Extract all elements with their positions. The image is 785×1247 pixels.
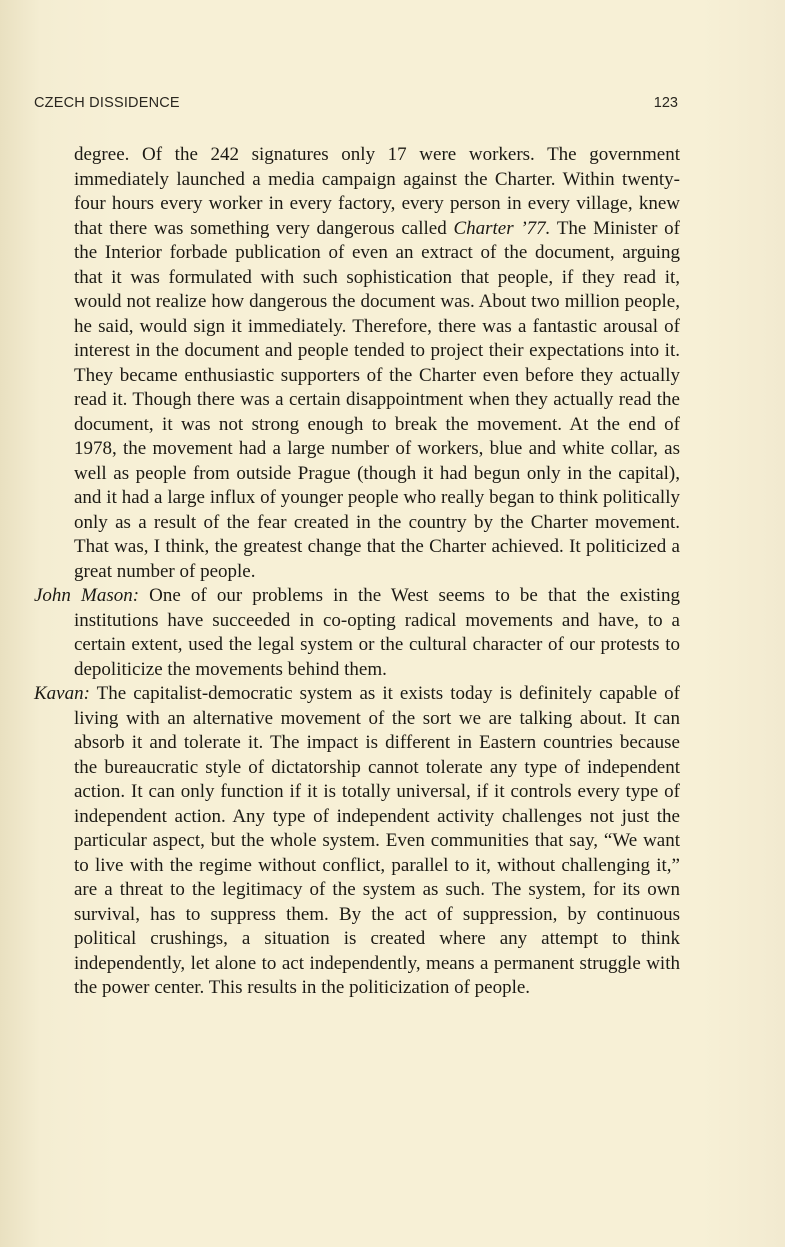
paragraph-text: One of our problems in the West seems to be that the existing institutions have succeeded in co-opting radical movements and have, to a certain extent, used the legal system or the cultural character of our protests to depoliticize the movements behind them. <box>74 585 680 680</box>
paragraph-text: degree. Of the 242 signatures only 17 were workers. The government immediately launched a media campaign against the Charter. Within twenty-four hours every worker in every factory, every person in every village, knew that there was something very dangerous called <box>74 144 680 239</box>
speaker-name: Kavan: <box>34 683 90 704</box>
paragraph-kavan <box>34 682 680 1001</box>
paragraph-continuation <box>34 143 680 584</box>
page-number: 123 <box>653 95 678 111</box>
page-body <box>34 143 680 1001</box>
paragraph-mason <box>34 584 680 682</box>
page-header <box>34 95 678 115</box>
speaker-name: John Mason: <box>34 585 140 606</box>
paragraph-text: The capitalist-democratic system as it exists today is definitely capable of living with an alternative movement of the sort we are talking about. It can absorb it and tolerate it. The impact is different in Eastern countries because the bureaucratic style of dictatorship cannot tolerate any type of independent action. It can only function if it is totally universal, if it controls every type of independent action. Any type of independent activity challenges not just the particular aspect, but the whole system. Even communities that say, “We want to live with the regime without conflict, parallel to it, without challenging it,” are a threat to the legitimacy of the system as such. The system, for its own survival, has to suppress them. By the act of suppression, by continuous political crushings, a situation is created where any attempt to think independently, let alone to act independently, means a permanent struggle with the power center. This results in the politicization of people. <box>74 683 680 998</box>
charter-title: Charter ’77. <box>453 217 551 239</box>
paragraph-text: The Minister of the Interior forbade publication of even an extract of the document, arguing that it was formulated with such sophistication that people, if they read it, would not realize how dangerous the document was. About two million people, he said, would sign it immediately. Therefore, there was a fantastic arousal of interest in the document and people tended to project their expectations into it. They became enthusiastic supporters of the Charter even before they actually read it. Though there was a certain disappointment when they actually read the document, it was not strong enough to break the movement. At the end of 1978, the movement had a large number of workers, blue and white collar, as well as people from outside Prague (though it had begun only in the capital), and it had a large influx of younger people who really began to think politically only as a result of the fear created in the country by the Charter movement. That was, I think, the greatest change that the Charter achieved. It politicized a great number of people. <box>74 217 681 582</box>
running-head: CZECH DISSIDENCE <box>34 95 180 111</box>
